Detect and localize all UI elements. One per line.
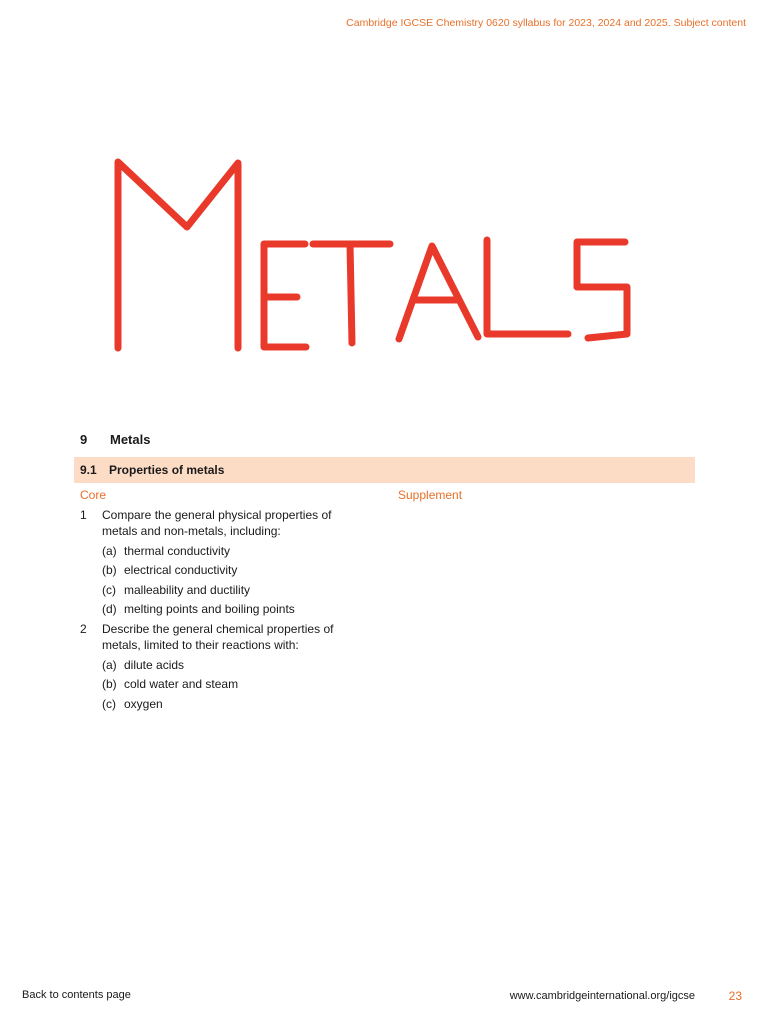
sub-item-label: (c) <box>102 582 116 597</box>
core-list <box>80 507 350 716</box>
sub-item-label: (a) <box>102 657 117 672</box>
sub-item-label: (b) <box>102 563 117 578</box>
core-item-text: Describe the general chemical properties of metals, limited to their reactions with: <box>102 622 334 652</box>
core-item <box>80 621 350 653</box>
sub-item <box>102 580 350 600</box>
core-item-number: 2 <box>80 622 87 636</box>
core-sub-list <box>102 655 350 714</box>
sub-item-text: electrical conductivity <box>124 563 238 578</box>
core-sub-list <box>102 541 350 619</box>
core-item-number: 1 <box>80 508 87 522</box>
core-item-text: Compare the general physical properties of metals and non-metals, including: <box>102 508 332 538</box>
sub-item-label: (b) <box>102 677 117 692</box>
letter-t <box>313 244 390 343</box>
sub-item <box>102 561 350 581</box>
core-column-heading: Core <box>80 488 107 502</box>
sub-item <box>102 675 350 695</box>
sub-item-text: thermal conductivity <box>124 543 231 558</box>
sub-item-text: malleability and ductility <box>124 582 251 597</box>
subtopic-number: 9.1 <box>80 463 97 477</box>
handwritten-metals-title <box>0 0 768 420</box>
sub-item <box>102 600 350 620</box>
website-url-link[interactable]: www.cambridgeinternational.org/igcse <box>509 990 695 1002</box>
page-number: 23 <box>728 989 742 1003</box>
sub-item-text: oxygen <box>124 696 163 711</box>
sub-item <box>102 694 350 714</box>
running-header: Cambridge IGCSE Chemistry 0620 syllabus for 2023, 2024 and 2025. Subject content <box>346 17 746 29</box>
sub-item-label: (a) <box>102 543 117 558</box>
letter-m <box>118 162 238 348</box>
supplement-column-heading: Supplement <box>398 488 463 502</box>
subtopic-bar <box>74 457 695 483</box>
sub-item <box>102 655 350 675</box>
subtopic-title: Properties of metals <box>109 463 225 477</box>
sub-item-label: (c) <box>102 696 116 711</box>
letter-l <box>487 240 568 334</box>
letter-a <box>399 246 478 339</box>
letter-e <box>264 244 306 347</box>
sub-item-text: cold water and steam <box>124 677 239 692</box>
topic-number: 9 <box>80 432 88 447</box>
sub-item-label: (d) <box>102 602 117 617</box>
back-to-contents-link[interactable]: Back to contents page <box>22 989 131 1001</box>
sub-item <box>102 541 350 561</box>
sub-item-text: dilute acids <box>124 657 185 672</box>
topic-title: Metals <box>110 432 151 447</box>
core-item <box>80 507 350 539</box>
topic-heading <box>80 432 150 447</box>
sub-item-text: melting points and boiling points <box>124 602 295 617</box>
letter-s <box>577 242 627 338</box>
